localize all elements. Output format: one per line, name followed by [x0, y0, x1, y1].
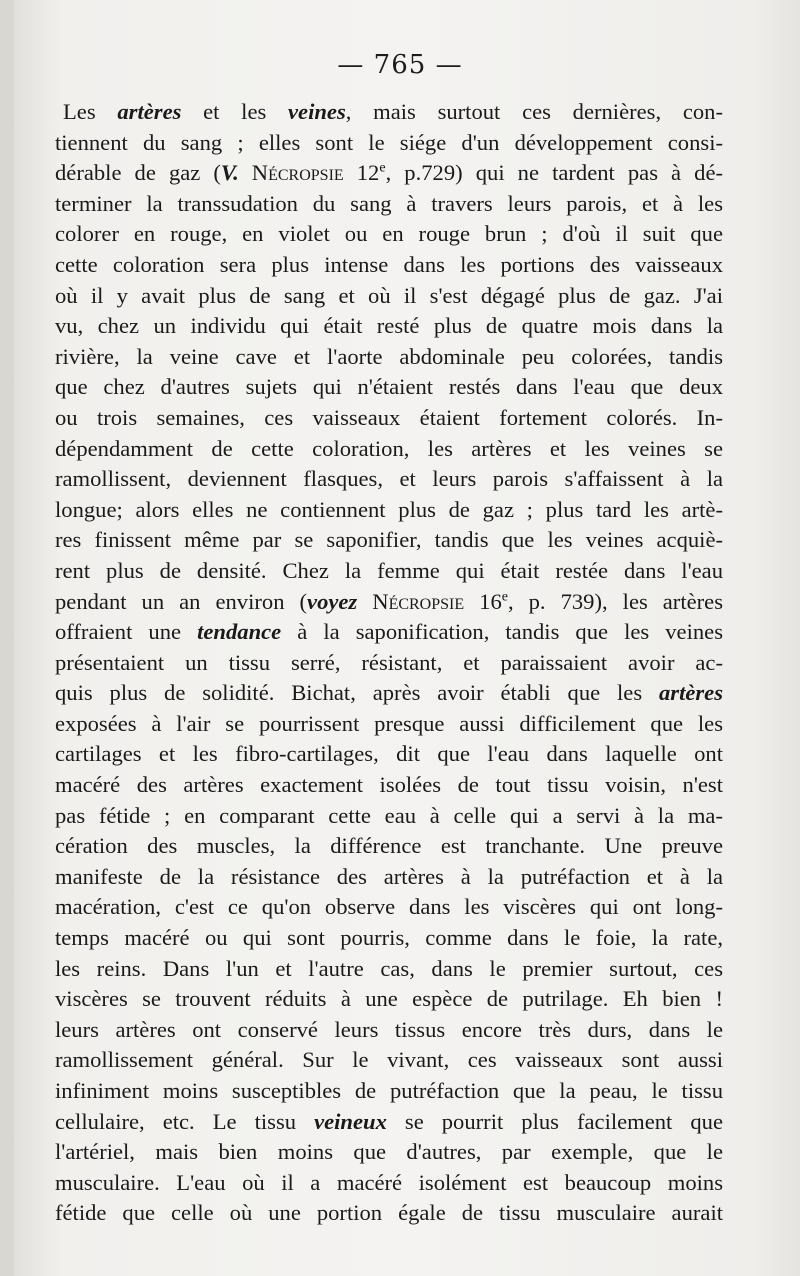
text-line	[55, 97, 723, 128]
text-run: offraient une	[55, 619, 198, 645]
text-line	[55, 495, 723, 526]
text-run: res finissent même par se saponifier, tandis que les veines acquiè-	[55, 527, 723, 553]
text-line	[55, 525, 723, 556]
text-line	[55, 250, 723, 281]
text-run: colorer en rouge, en violet ou en rouge brun ; d'où il suit que	[55, 221, 723, 247]
ordinal-superscript: e	[379, 160, 386, 176]
text-run: pendant un an environ (	[55, 588, 308, 614]
text-run: temps macéré ou qui sont pourris, comme dans le foie, la rate,	[55, 925, 723, 951]
text-line	[55, 1168, 723, 1199]
text-run: quis plus de solidité. Bichat, après avoir établi que les	[55, 680, 659, 706]
text-run: , p. 739), les artères	[507, 588, 723, 614]
text-run: que chez d'autres sujets qui n'étaient restés dans l'eau que deux	[55, 374, 723, 400]
text-run: infiniment moins susceptibles de putréfaction que la peau, le tissu	[55, 1078, 723, 1103]
text-run: dérable de gaz (	[55, 160, 221, 186]
text-line	[55, 342, 723, 373]
text-line	[55, 556, 723, 587]
small-caps-reference: Nécropsie	[372, 588, 465, 614]
italic-term: voyez	[307, 588, 358, 614]
text-run: leurs artères ont conservé leurs tissus encore très durs, dans le	[55, 1016, 723, 1042]
text-line	[55, 281, 723, 312]
text-line	[55, 158, 723, 189]
italic-term: artères	[658, 680, 723, 706]
text-run: musculaire. L'eau où il a macéré isolément est beaucoup moins	[55, 1169, 723, 1195]
text-run: cette coloration sera plus intense dans les portions des vaisseaux	[55, 251, 723, 277]
text-line	[55, 434, 723, 465]
text-run: tiennent du sang ; elles sont le siége d'un développement consi-	[55, 129, 723, 155]
text-line	[55, 311, 723, 342]
italic-term: tendance	[197, 619, 282, 645]
text-line	[55, 923, 723, 954]
text-line	[55, 372, 723, 403]
text-line	[55, 1198, 723, 1229]
text-run: dépendamment de cette coloration, les artères et les veines se	[55, 435, 723, 461]
text-run: 16	[464, 588, 502, 614]
text-run: rent plus de densité. Chez la femme qui était restée dans l'eau	[55, 557, 723, 583]
body-paragraph	[55, 97, 723, 1229]
text-line	[55, 189, 723, 220]
text-run: cartilages et les fibro-cartilages, dit que l'eau dans laquelle ont	[55, 741, 723, 767]
text-run: longue; alors elles ne contiennent plus de gaz ; plus tard les artè-	[55, 496, 723, 522]
text-line	[55, 678, 723, 709]
text-line	[55, 801, 723, 832]
text-line	[55, 1107, 723, 1138]
text-line	[55, 1045, 723, 1076]
text-line	[55, 984, 723, 1015]
text-run: fétide que celle où une portion égale de tissu musculaire aurait	[55, 1200, 723, 1226]
small-caps-reference: Nécropsie	[251, 160, 344, 186]
ordinal-superscript: e	[501, 588, 508, 604]
text-run: , p.729) qui ne tardent pas à dé-	[385, 160, 723, 186]
text-run: pas fétide ; en comparant cette eau à celle qui a servi à la ma-	[55, 802, 723, 828]
text-line	[55, 1137, 723, 1168]
text-line	[55, 464, 723, 495]
text-line	[55, 617, 723, 648]
text-line	[55, 954, 723, 985]
text-run: exposées à l'air se pourrissent presque aussi difficilement que les	[55, 710, 723, 736]
text-line	[55, 739, 723, 770]
text-line	[55, 219, 723, 250]
text-run: à la saponification, tandis que les veines	[281, 619, 723, 645]
text-line	[55, 892, 723, 923]
text-run: , mais surtout ces dernières, con-	[345, 99, 723, 124]
text-run: rivière, la veine cave et l'aorte abdominale peu colorées, tandis	[55, 343, 723, 369]
text-run: viscères se trouvent réduits à une espèce de putrilage. Eh bien !	[55, 986, 723, 1012]
text-run: manifeste de la résistance des artères à la putréfaction et à la	[55, 863, 723, 889]
text-run: présentaient un tissu serré, résistant, et paraissaient avoir ac-	[55, 649, 723, 675]
text-run: où il y avait plus de sang et où il s'est dégagé plus de gaz. J'ai	[55, 282, 723, 308]
page-number: — 765 —	[337, 50, 463, 80]
text-line	[55, 1076, 723, 1107]
text-run: ramollissement général. Sur le vivant, ces vaisseaux sont aussi	[55, 1047, 723, 1073]
text-line	[55, 709, 723, 740]
text-line	[55, 403, 723, 434]
text-line	[55, 128, 723, 159]
text-run: se pourrit plus facilement que	[386, 1108, 723, 1134]
italic-term: V.	[220, 160, 239, 186]
text-run	[357, 589, 372, 614]
text-run	[239, 160, 252, 185]
text-run: macéré des artères exactement isolées de tout tissu voisin, n'est	[55, 772, 723, 798]
text-run: terminer la transsudation du sang à travers leurs parois, et à les	[55, 190, 723, 216]
text-run: l'artériel, mais bien moins que d'autres, par exemple, que le	[55, 1139, 723, 1165]
text-line	[55, 831, 723, 862]
text-run: cellulaire, etc. Le tissu	[55, 1108, 315, 1134]
text-run: cération des muscles, la différence est tranchante. Une preuve	[55, 833, 723, 859]
text-run: les reins. Dans l'un et l'autre cas, dans le premier surtout, ces	[55, 955, 723, 981]
text-line	[55, 1015, 723, 1046]
text-line	[55, 648, 723, 679]
text-run: vu, chez un individu qui était resté plus de quatre mois dans la	[55, 313, 723, 339]
italic-term: veines	[288, 99, 346, 124]
text-line	[55, 770, 723, 801]
text-run: ou trois semaines, ces vaisseaux étaient fortement colorés. In-	[55, 404, 723, 430]
italic-term: artères	[117, 99, 182, 124]
text-run: ramollissent, deviennent flasques, et leurs parois s'affaissent à la	[55, 466, 723, 492]
text-run: macération, c'est ce qu'on observe dans les viscères qui ont long-	[55, 894, 723, 920]
text-line	[55, 862, 723, 893]
text-run: 12	[343, 160, 380, 186]
text-run: et les	[181, 99, 289, 124]
italic-term: veineux	[314, 1108, 387, 1134]
text-line	[55, 587, 723, 618]
text-run: Les	[63, 99, 118, 124]
